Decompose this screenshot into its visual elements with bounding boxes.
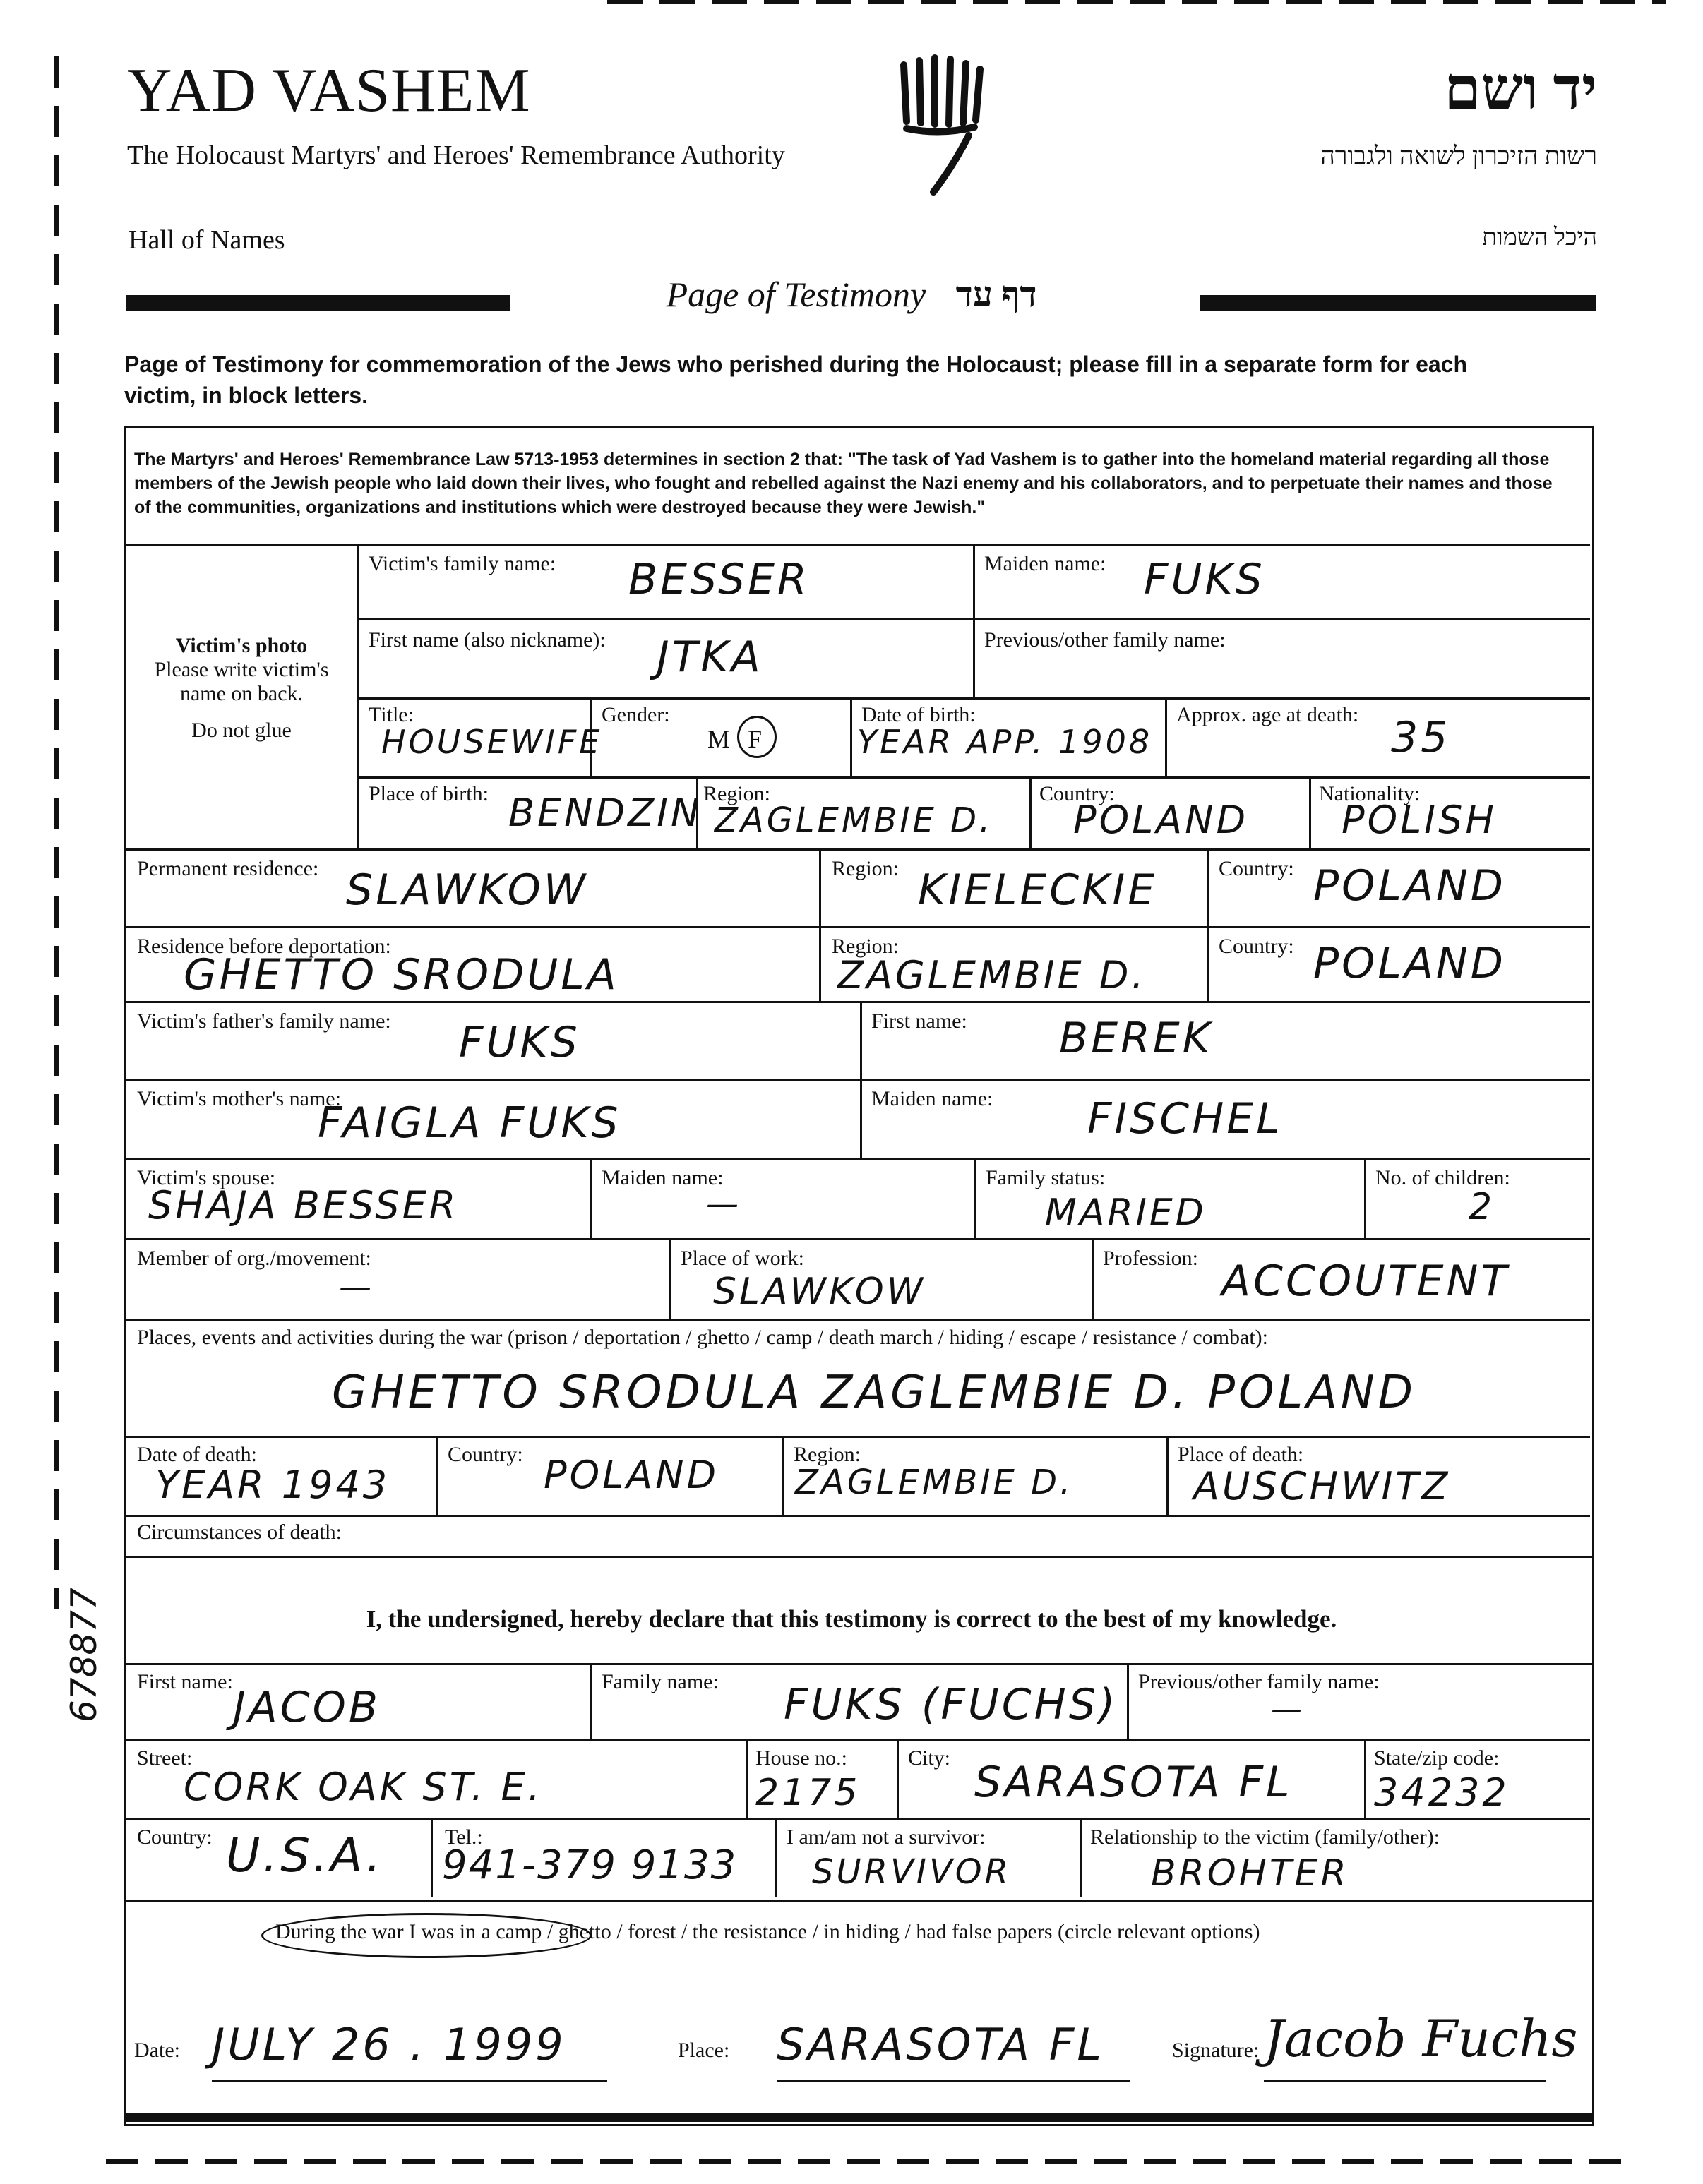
label-family-name: Victim's family name: bbox=[369, 552, 556, 575]
field-dod-region[interactable]: ZAGLEMBIE D. bbox=[795, 1463, 1074, 1502]
field-mother-name[interactable]: FAIGLA FUKS bbox=[318, 1098, 621, 1148]
field-mother-maiden[interactable]: FISCHEL bbox=[1087, 1094, 1283, 1144]
org-subtitle-hebrew: רשות הזיכרון לשואה ולגבורה bbox=[1320, 142, 1597, 170]
field-work[interactable]: SLAWKOW bbox=[713, 1271, 926, 1313]
field-dod[interactable]: YEAR 1943 bbox=[155, 1463, 390, 1507]
signature[interactable]: Jacob Fuchs bbox=[1264, 2009, 1578, 2068]
label-dob: Date of birth: bbox=[861, 703, 976, 726]
label-place: Place: bbox=[678, 2039, 730, 2062]
label-profession: Profession: bbox=[1103, 1247, 1198, 1270]
label-family-status: Family status: bbox=[986, 1166, 1106, 1189]
label-date: Date: bbox=[134, 2039, 180, 2062]
form-title bbox=[0, 274, 1703, 315]
label-nationality: Nationality: bbox=[1319, 782, 1421, 805]
field-spouse[interactable]: SHAJA BESSER bbox=[148, 1183, 459, 1228]
field-father-first[interactable]: BEREK bbox=[1059, 1014, 1214, 1063]
field-submitter-family[interactable]: FUKS (FUCHS) bbox=[784, 1680, 1118, 1729]
field-relationship[interactable]: BROHTER bbox=[1151, 1852, 1349, 1895]
label-res-region: Region: bbox=[832, 935, 899, 958]
label-dod-country: Country: bbox=[448, 1443, 523, 1466]
field-maiden-name[interactable]: FUKS bbox=[1144, 555, 1265, 604]
label-previous-name: Previous/other family name: bbox=[984, 628, 1226, 652]
field-res-before[interactable]: GHETTO SRODULA bbox=[184, 950, 619, 1000]
field-family-status[interactable]: MARIED bbox=[1045, 1192, 1207, 1234]
label-house: House no.: bbox=[755, 1746, 847, 1770]
field-father-family[interactable]: FUKS bbox=[459, 1018, 580, 1067]
label-spouse: Victim's spouse: bbox=[137, 1166, 276, 1189]
label-pod: Place of death: bbox=[1178, 1443, 1304, 1466]
field-pod[interactable]: AUSCHWITZ bbox=[1193, 1464, 1451, 1508]
field-tel[interactable]: 941-379 9133 bbox=[442, 1842, 738, 1888]
label-street: Street: bbox=[137, 1746, 193, 1770]
field-perm-country[interactable]: POLAND bbox=[1313, 861, 1506, 911]
field-res-country[interactable]: POLAND bbox=[1313, 939, 1506, 988]
field-house[interactable]: 2175 bbox=[755, 1772, 861, 1814]
label-member: Member of org./movement: bbox=[137, 1247, 371, 1270]
label-places: Places, events and activities during the war (prison / deportation / ghetto / camp / death march / hiding / escape / resistance / combat): bbox=[137, 1326, 1269, 1349]
label-pob-region: Region: bbox=[703, 782, 770, 805]
field-dod-country[interactable]: POLAND bbox=[544, 1453, 719, 1497]
field-first-name[interactable]: JTKA bbox=[657, 632, 763, 682]
top-dashed-border bbox=[607, 0, 1666, 4]
label-survivor: I am/am not a survivor: bbox=[787, 1825, 986, 1849]
hall-of-names-hebrew: היכל השמות bbox=[1482, 224, 1597, 251]
label-res-country: Country: bbox=[1219, 935, 1294, 958]
field-title[interactable]: HOUSEWIFE bbox=[381, 723, 603, 761]
label-perm-region: Region: bbox=[832, 857, 899, 880]
label-city: City: bbox=[908, 1746, 951, 1770]
label-state: State/zip code: bbox=[1374, 1746, 1500, 1770]
gender-options[interactable]: M F bbox=[707, 725, 768, 753]
label-father: Victim's father's family name: bbox=[137, 1009, 391, 1033]
label-children: No. of children: bbox=[1375, 1166, 1510, 1189]
label-submitter-previous: Previous/other family name: bbox=[1138, 1670, 1380, 1693]
photo-box-title: Victim's photo bbox=[175, 634, 308, 657]
field-member[interactable]: — bbox=[339, 1268, 374, 1306]
label-dod: Date of death: bbox=[137, 1443, 257, 1466]
side-number: 678877 bbox=[64, 1588, 104, 1722]
law-text: The Martyrs' and Heroes' Remembrance Law 5713-1953 determines in section 2 that: "The task of Yad Vashem is to gather into the homeland material regarding all those members of the Jewish people who laid down their lives, who fought and rebelled against the Nazi enemy and his collaborators, and to perpetuate their names and those of the communities, organizations and institutions which were destroyed because they were Jewish." bbox=[134, 450, 1553, 517]
field-places[interactable]: GHETTO SRODULA ZAGLEMBIE D. POLAND bbox=[332, 1367, 1417, 1419]
field-survivor[interactable]: SURVIVOR bbox=[812, 1852, 1011, 1892]
field-perm-res[interactable]: SLAWKOW bbox=[346, 865, 589, 915]
photo-box-line: Please write victim's bbox=[154, 658, 329, 681]
field-age[interactable]: 35 bbox=[1391, 713, 1451, 762]
field-submitter-previous[interactable]: — bbox=[1271, 1691, 1305, 1727]
label-mother-maiden: Maiden name: bbox=[871, 1087, 993, 1110]
label-tel: Tel.: bbox=[445, 1825, 483, 1849]
label-relationship: Relationship to the victim (family/other): bbox=[1090, 1825, 1440, 1849]
yad-vashem-logo bbox=[891, 51, 990, 199]
label-dod-region: Region: bbox=[794, 1443, 861, 1466]
label-first-name: First name (also nickname): bbox=[369, 628, 606, 652]
field-family-name[interactable]: BESSER bbox=[628, 555, 810, 604]
bottom-bar bbox=[124, 2113, 1593, 2122]
form-title-hebrew: דף עד bbox=[955, 275, 1037, 314]
label-perm-country: Country: bbox=[1219, 857, 1294, 880]
field-children[interactable]: 2 bbox=[1469, 1186, 1495, 1228]
label-mother: Victim's mother's name: bbox=[137, 1087, 341, 1110]
war-option-circle-mark bbox=[261, 1913, 592, 1958]
label-submitter-first: First name: bbox=[137, 1670, 233, 1693]
intro-text: Page of Testimony for commemoration of the Jews who perished during the Holocaust; please fill in a separate form for each victim, in block letters. bbox=[124, 352, 1467, 408]
field-pob-country[interactable]: POLAND bbox=[1073, 798, 1249, 842]
photo-box-line: Do not glue bbox=[191, 719, 292, 742]
label-father-first: First name: bbox=[871, 1009, 967, 1033]
field-submitter-country[interactable]: U.S.A. bbox=[226, 1828, 384, 1883]
label-signature: Signature: bbox=[1172, 2039, 1260, 2062]
photo-box-line: name on back. bbox=[179, 682, 304, 705]
field-place[interactable]: SARASOTA FL bbox=[777, 2019, 1104, 2070]
label-work: Place of work: bbox=[681, 1247, 804, 1270]
label-age: Approx. age at death: bbox=[1176, 703, 1359, 726]
field-city[interactable]: SARASOTA FL bbox=[974, 1758, 1293, 1807]
label-pob-country: Country: bbox=[1039, 782, 1115, 805]
field-perm-region[interactable]: KIELECKIE bbox=[918, 865, 1158, 915]
label-title: Title: bbox=[369, 703, 414, 726]
field-zip[interactable]: 34232 bbox=[1374, 1770, 1510, 1815]
war-options: During the war I was in a camp / ghetto / forest / the resistance / in hiding / had false papers (circle relevant options) bbox=[275, 1920, 1260, 1943]
label-submitter-family: Family name: bbox=[602, 1670, 719, 1693]
field-submitter-first[interactable]: JACOB bbox=[233, 1683, 381, 1732]
org-subtitle: The Holocaust Martyrs' and Heroes' Remembrance Authority bbox=[127, 140, 785, 170]
hall-of-names: Hall of Names bbox=[129, 225, 285, 255]
field-pob[interactable]: BENDZIN bbox=[508, 791, 703, 835]
field-res-region[interactable]: ZAGLEMBIE D. bbox=[837, 953, 1147, 997]
field-spouse-maiden[interactable]: — bbox=[706, 1184, 741, 1223]
label-submitter-country: Country: bbox=[137, 1825, 213, 1849]
gender-circle-mark bbox=[737, 716, 777, 758]
label-res-before: Residence before deportation: bbox=[137, 935, 391, 958]
field-street[interactable]: CORK OAK ST. E. bbox=[184, 1765, 543, 1809]
declaration: I, the undersigned, hereby declare that this testimony is correct to the best of my knowledge. bbox=[366, 1605, 1337, 1633]
field-pob-region[interactable]: ZAGLEMBIE D. bbox=[715, 800, 993, 840]
org-title: YAD VASHEM bbox=[127, 56, 531, 125]
bottom-dashed-border bbox=[106, 2159, 1624, 2164]
label-maiden-name: Maiden name: bbox=[984, 552, 1106, 575]
label-perm-res: Permanent residence: bbox=[137, 857, 319, 880]
label-gender: Gender: bbox=[602, 703, 670, 726]
field-profession[interactable]: ACCOUTENT bbox=[1221, 1256, 1510, 1306]
field-dob[interactable]: YEAR APP. 1908 bbox=[857, 723, 1153, 761]
label-spouse-maiden: Maiden name: bbox=[602, 1166, 724, 1189]
form-title-english: Page of Testimony bbox=[666, 275, 926, 314]
label-circumstances: Circumstances of death: bbox=[137, 1520, 342, 1544]
field-date[interactable]: JULY 26 . 1999 bbox=[212, 2019, 566, 2070]
label-pob: Place of birth: bbox=[369, 782, 489, 805]
field-nationality[interactable]: POLISH bbox=[1342, 798, 1497, 842]
org-title-hebrew: יד ושם bbox=[1444, 56, 1597, 122]
